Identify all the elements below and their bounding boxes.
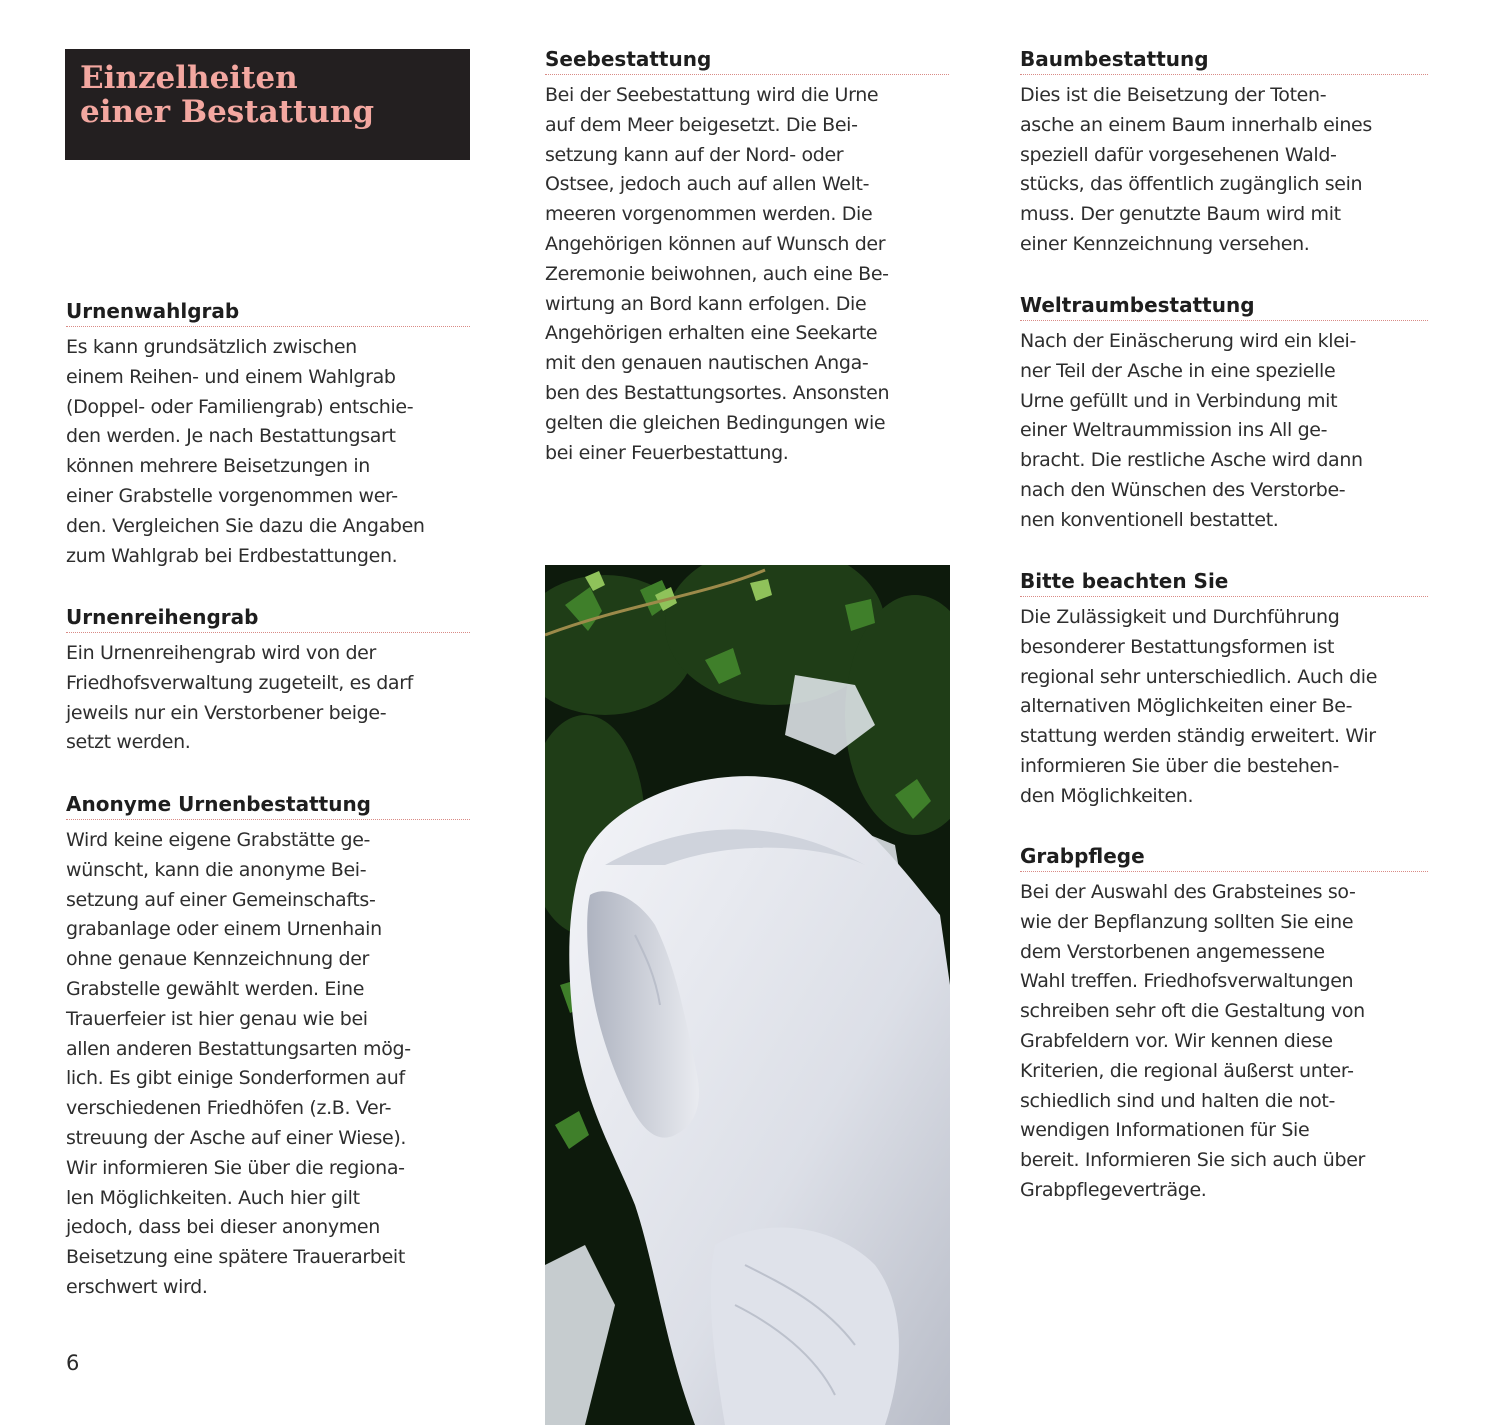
section-heading: Baumbestattung [1020,46,1428,75]
section-body: Nach der Einäscherung wird ein klei- ner Teil der Asche in eine spezielle Urne gefüllt und in Verbindung mit einer Weltraummission ins All ge- bracht. Die restliche Asche wird dann nach den Wünschen des Verstorbe- nen konventionell bestattet. [1020,330,1363,531]
chapter-title-box [65,49,470,160]
section-heading: Bitte beachten Sie [1020,568,1428,597]
section-body: Wird keine eigene Grabstätte ge- wünscht, kann die anonyme Bei- setzung auf einer Gemeinschafts- grabanlage oder einem Urnenhain ohne genaue Kennzeichnung der Grabstelle gewählt werden. Eine Trauerfeier ist hier genau wie bei allen anderen Bestattungsarten mög- lich. Es gibt einige Sonderformen auf verschiedenen Friedhöfen (z.B. Ver- streuung der Asche auf einer Wiese). Wir informieren Sie über die regiona- len Möglichkeiten. Auch hier gilt jedoch, dass bei dieser anonymen Beisetzung eine spätere Trauerarbeit erschwert wird. [66,829,411,1298]
section-grabpflege [1020,843,1428,1206]
section-anonyme-urnenbestattung [66,791,470,1303]
statue-photo [545,565,950,1425]
section-weltraumbestattung [1020,292,1428,536]
section-urnenreihengrab [66,604,470,758]
section-seebestattung [545,46,949,468]
section-body: Dies ist die Beisetzung der Toten- asche an einem Baum innerhalb eines speziell dafür vorgesehenen Wald- stücks, das öffentlich zugänglich sein muss. Der genutzte Baum wird mit einer Kennzeichnung versehen. [1020,84,1372,255]
section-heading: Urnenwahlgrab [66,298,470,327]
section-body: Die Zulässigkeit und Durchführung besonderer Bestattungsformen ist regional sehr unterschiedlich. Auch die alternativen Möglichkeiten einer Be- stattung werden ständig erweitert. Wir informieren Sie über die bestehen- den Möglichkeiten. [1020,606,1378,807]
page-number: 6 [66,1351,80,1375]
section-heading: Seebestattung [545,46,949,75]
section-bitte-beachten-sie [1020,568,1428,812]
section-body: Ein Urnenreihengrab wird von der Friedhofsverwaltung zugeteilt, es darf jeweils nur ein Verstorbener beige- setzt werden. [66,642,414,754]
section-heading: Anonyme Urnenbestattung [66,791,470,820]
chapter-title-line-2: einer Bestattung [80,94,375,130]
chapter-title-line-1: Einzelheiten [80,60,298,96]
section-urnenwahlgrab [66,298,470,571]
section-heading: Grabpflege [1020,843,1428,872]
section-body: Bei der Seebestattung wird die Urne auf dem Meer beigesetzt. Die Bei- setzung kann auf der Nord- oder Ostsee, jedoch auch auf allen Welt- meeren vorgenommen werden. Die Angehörigen können auf Wunsch der Zeremonie beiwohnen, auch eine Be- wirtung an Bord kann erfolgen. Die Angehörigen erhalten eine Seekarte mit den genauen nautischen Anga- ben des Bestattungsortes. Ansonsten gelten die gleichen Bedingungen wie bei einer Feuerbestattung. [545,84,890,464]
section-baumbestattung [1020,46,1428,260]
section-heading: Urnenreihengrab [66,604,470,633]
section-heading: Weltraumbestattung [1020,292,1428,321]
section-body: Bei der Auswahl des Grabsteines so- wie der Bepflanzung sollten Sie eine dem Verstorbenen angemessene Wahl treffen. Friedhofsverwaltungen schreiben sehr oft die Gestaltung von Grabfeldern vor. Wir kennen diese Kriterien, die regional äußerst unter- schiedlich sind und halten die not- wendigen Informationen für Sie bereit. Informieren Sie sich auch über Grabpflegeverträge. [1020,881,1366,1201]
section-body: Es kann grundsätzlich zwischen einem Reihen- und einem Wahlgrab (Doppel- oder Familiengrab) entschie- den werden. Je nach Bestattungsart können mehrere Beisetzungen in einer Grabstelle vorgenommen wer- den. Vergleichen Sie dazu die Angaben zum Wahlgrab bei Erdbestattungen. [66,336,425,567]
